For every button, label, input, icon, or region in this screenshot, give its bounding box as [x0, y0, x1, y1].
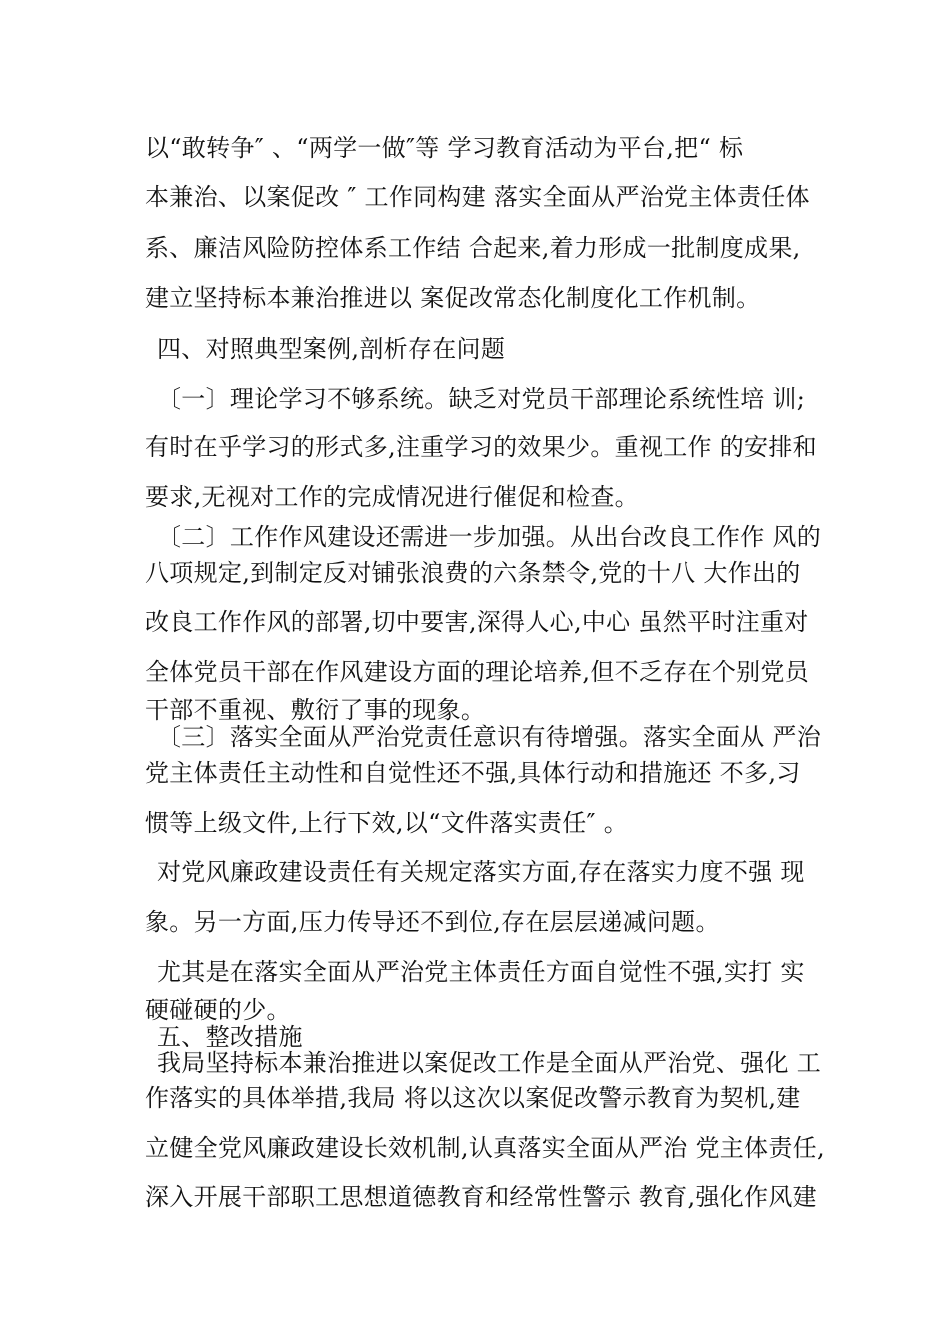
- text-line: 〔三〕落实全面从严治党责任意识有待增强。落实全面从 严治: [157, 723, 822, 751]
- text-line: 以“敢转争″ 、“两学一做″等 学习教育活动为平台,把“ 标: [145, 134, 744, 162]
- text-line: 硬碰硬的少。: [145, 996, 291, 1024]
- text-line: 本兼治、以案促改 ″ 工作同构建 落实全面从严治党主体责任体: [145, 183, 810, 211]
- text-line: 党主体责任主动性和自觉性还不强,具体行动和措施还 不多,习: [145, 759, 801, 787]
- text-line: 建立坚持标本兼治推进以 案促改常态化制度化工作机制。: [145, 284, 761, 312]
- text-line: 惯等上级文件,上行下效,以“文件落实责任″ 。: [145, 809, 629, 837]
- text-line: 〔一〕理论学习不够系统。缺乏对党员干部理论系统性培 训;: [157, 385, 806, 413]
- text-line: 有时在乎学习的形式多,注重学习的效果少。重视工作 的安排和: [145, 433, 817, 461]
- text-line: 全体党员干部在作风建设方面的理论培养,但不乏存在个别党员: [145, 658, 810, 686]
- text-line: 八项规定,到制定反对铺张浪费的六条禁令,党的十八 大作出的: [145, 559, 801, 587]
- text-line: 深入开展干部职工思想道德教育和经常性警示 教育,强化作风建: [145, 1183, 817, 1211]
- text-line: 对党风廉政建设责任有关规定落实方面,存在落实力度不强 现: [157, 858, 805, 886]
- text-line: 作落实的具体举措,我局 将以这次以案促改警示教育为契机,建: [145, 1084, 801, 1112]
- section-heading: 四、对照典型案例,剖析存在问题: [157, 335, 506, 363]
- text-line: 系、廉洁风险防控体系工作结 合起来,着力形成一批制度成果,: [145, 234, 801, 262]
- text-line: 要求,无视对工作的完成情况进行催促和检查。: [145, 483, 639, 511]
- text-line: 我局坚持标本兼治推进以案促改工作是全面从严治党、强化 工: [157, 1049, 822, 1077]
- text-line: 干部不重视、敷衍了事的现象。: [145, 696, 486, 724]
- text-line: 立健全党风廉政建设长效机制,认真落实全面从严治 党主体责任,: [145, 1134, 825, 1162]
- text-line: 象。另一方面,压力传导还不到位,存在层层递减问题。: [145, 908, 720, 936]
- text-line: 尤其是在落实全面从严治党主体责任方面自觉性不强,实打 实: [157, 958, 805, 986]
- text-line: 改良工作作风的部署,切中要害,深得人心,中心 虽然平时注重对: [145, 608, 809, 636]
- text-line: 〔二〕工作作风建设还需进一步加强。从出台改良工作作 风的: [157, 523, 822, 551]
- section-heading: 五、整改措施: [157, 1023, 303, 1051]
